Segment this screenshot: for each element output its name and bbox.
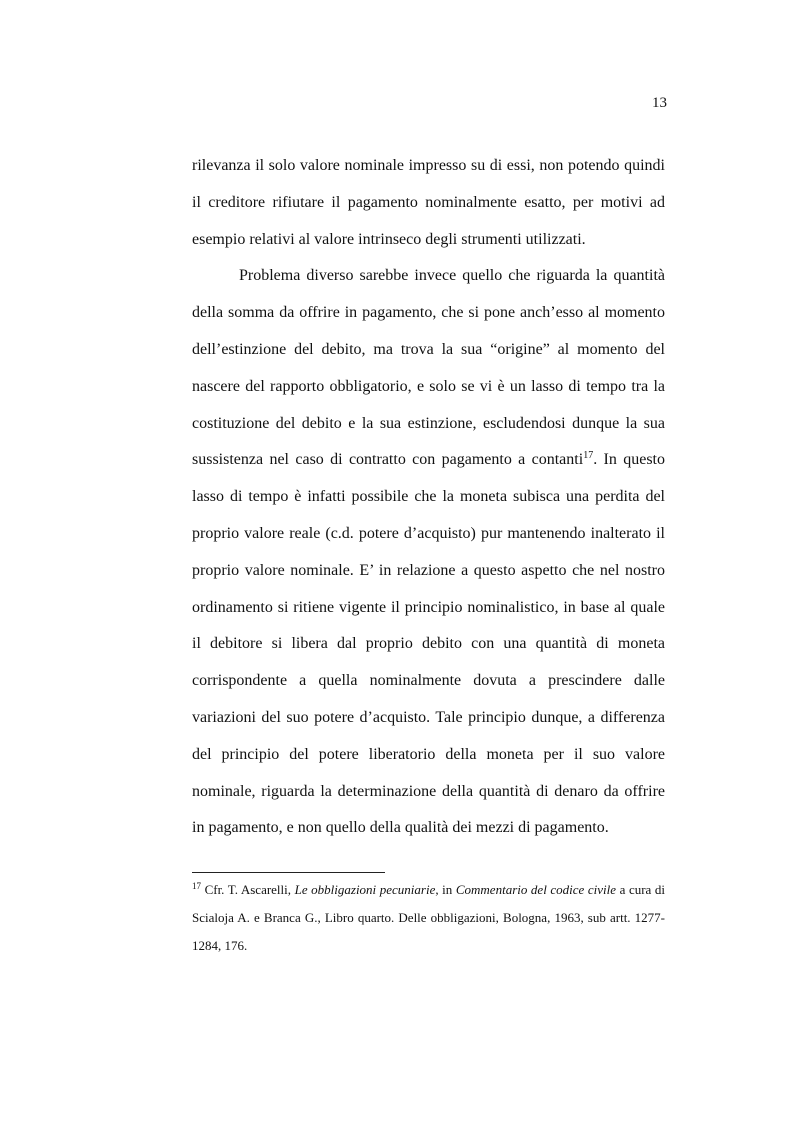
footnote-number: 17: [192, 881, 201, 891]
footnote-collection: Commentario del codice civile: [455, 882, 617, 897]
paragraph-2-text-a: Problema diverso sarebbe invece quello che riguarda la quantità della somma da offrire in pagamento, che si pone anch’esso al momento dell’estinzione del debito, ma trova la sua “origine” al momento del nascere del rapporto obbligatorio, e solo se vi è un lasso di tempo tra la costituzione del debito e la sua estinzione, escludendosi dunque la sua sussistenza nel caso di contratto con pagamento a contanti: [192, 267, 665, 469]
footnote-in: , in: [435, 882, 456, 897]
paragraph-2-text-b: . In questo lasso di tempo è infatti possibile che la moneta subisca una perdita del proprio valore reale (c.d. potere d’acquisto) pur mantenendo inalterato il proprio valore nominale. E’ in relazione a questo aspetto che nel nostro ordinamento si ritiene vigente il principio nominalistico, in base al quale il debitore si libera dal proprio debito con una quantità di moneta corrispondente a quella nominalmente dovuta a prescindere dalle variazioni del suo potere d’acquisto. Tale principio dunque, a differenza del principio del potere liberatorio della moneta per il suo valore nominale, riguarda la determinazione della quantità di denaro da offrire in pagamento, e non quello della qualità dei mezzi di pagamento.: [192, 451, 666, 837]
page-number: 13: [652, 95, 667, 111]
paragraph-1: rilevanza il solo valore nominale impresso su di essi, non potendo quindi il creditore rifiutare il pagamento nominalmente esatto, per motivi ad esempio relativi al valore intrinseco degli strumenti utilizzati.: [192, 157, 665, 248]
footnote: [192, 876, 665, 960]
footnote-intro: Cfr. T. Ascarelli,: [201, 882, 295, 897]
body-text: [192, 148, 665, 847]
footnote-reference[interactable]: 17: [583, 450, 594, 462]
footnote-title: Le obbligazioni pecuniarie: [294, 882, 436, 897]
paragraph-2: [192, 258, 665, 847]
footnote-divider: [192, 872, 385, 873]
footnote-rest: a cura di Scialoja A. e Branca G., Libro quarto. Delle obbligazioni, Bologna, 1963, sub artt. 1277-1284, 176.: [192, 882, 665, 953]
